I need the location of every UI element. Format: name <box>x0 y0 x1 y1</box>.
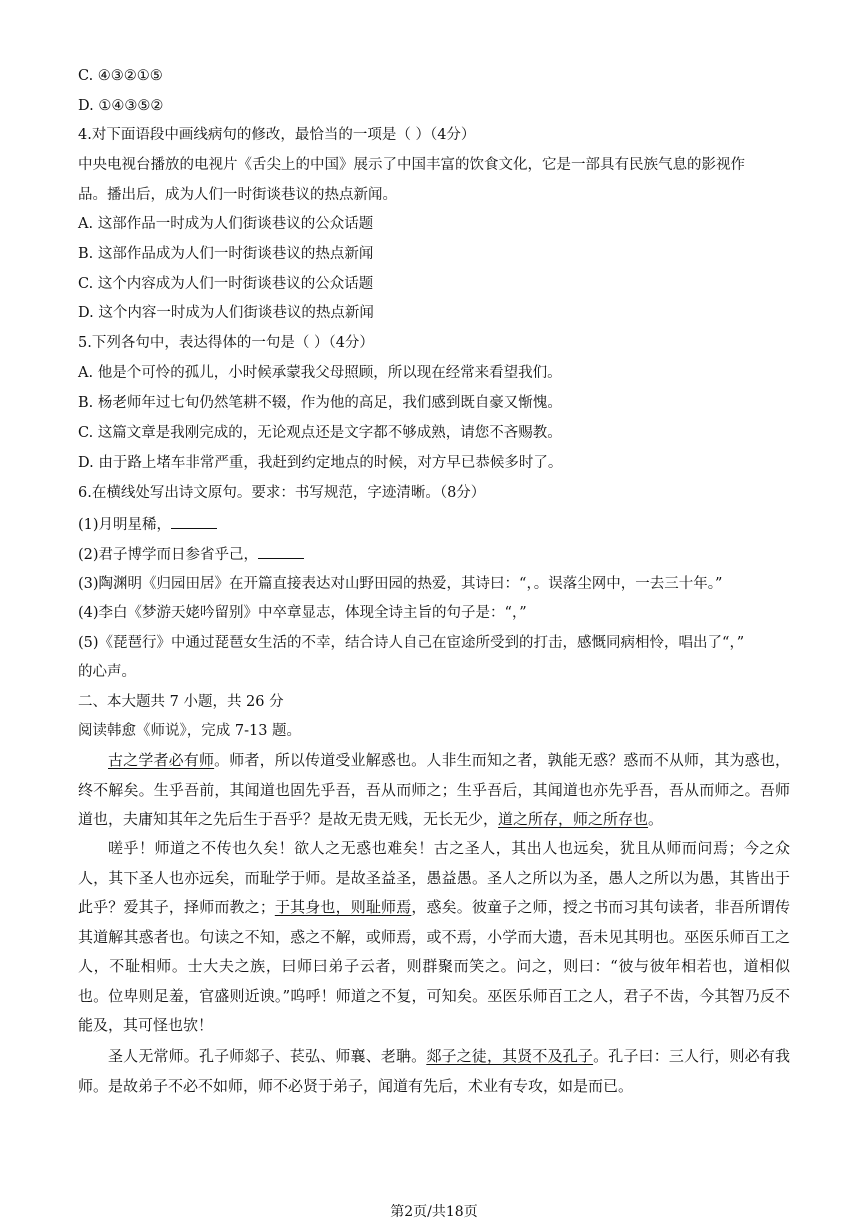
underlined-sentence: 郯子之徒，其贤不及孔子 <box>426 1047 594 1065</box>
option-5b: B. 杨老师年过七旬仍然笔耕不辍，作为他的高足，我们感到既自豪又惭愧。 <box>78 395 562 411</box>
option-4b: B. 这部作品成为人们一时街谈巷议的热点新闻 <box>78 246 374 262</box>
question-6-1-text: (1)月明星稀， <box>78 517 172 533</box>
section-2-heading: 二、本大题共 7 小题，共 26 分 <box>78 694 284 710</box>
question-6-3: (3)陶渊明《归园田居》在开篇直接表达对山野田园的热爱，其诗曰：“，。误落尘网中，一去三十年。” <box>78 576 723 592</box>
reading-intro: 阅读韩愈《师说》，完成 7-13 题。 <box>78 723 302 739</box>
question-4: 4.对下面语段中画线病句的修改，最恰当的一项是（ ）（4分） <box>78 127 476 143</box>
option-3c: C. ④③②①⑤ <box>78 68 163 84</box>
question-6-5: (5)《琵琶行》中通过琵琶女生活的不幸，结合诗人自己在宦途所受到的打击，感慨同病相怜，唱出了“，” <box>78 635 745 651</box>
answer-blank[interactable] <box>171 514 217 529</box>
passage-paragraph-1 <box>78 746 790 835</box>
question-6-4: (4)李白《梦游天姥吟留别》中卒章显志，体现全诗主旨的句子是：“，” <box>78 605 527 621</box>
question-6: 6.在横线处写出诗文原句。要求：书写规范，字迹清晰。（8分） <box>78 485 486 501</box>
option-5d: D. 由于路上堵车非常严重，我赶到约定地点的时候，对方早已恭候多时了。 <box>78 455 563 471</box>
page-number: 第2页/共18页 <box>390 1204 478 1220</box>
question-6-2 <box>78 544 304 565</box>
option-4a: A. 这部作品一时成为人们街谈巷议的公众话题 <box>78 216 374 232</box>
passage-text: ，惑矣。彼童子之师，授之书而习其句读者，非吾所谓传其道解其惑者也。句读之不知，惑之不解，或师焉，或不焉，小学而大遗，吾未见其明也。巫医乐师百工之人，不耻相师。士大夫之族，曰师曰弟子云者，则群聚而笑之。问之，则曰：“彼与彼年相若也，道相似也。位卑则足羞，官盛则近谀。”呜呼！师道之不复，可知矣。巫医乐师百工之人，君子不齿，今其智乃反不能及，其可怪也欤！ <box>78 898 790 1034</box>
underlined-sentence: 古之学者必有师 <box>108 751 215 769</box>
underlined-sentence: 于其身也，则耻师焉 <box>274 898 412 916</box>
passage-text: 。孔子曰：三人行，则必有我师。是故弟子不必不如师，师不必贤于弟子，闻道有先后，术业有专攻，如是而已。 <box>78 1047 790 1095</box>
question-6-5-end: 的心声。 <box>78 664 136 680</box>
passage-text: 圣人无常师。孔子师郯子、苌弘、师襄、老聃。 <box>108 1047 427 1065</box>
option-4c: C. 这个内容成为人们一时街谈巷议的公众话题 <box>78 276 374 292</box>
passage-text: 嗟乎！师道之不传也久矣！欲人之无惑也难矣！古之圣人，其出人也远矣，犹且从师而问焉；今之众人，其下圣人也亦远矣，而耻学于师。是故圣益圣，愚益愚。圣人之所以为圣，愚人之所以为愚，其皆出于此乎？爱其子，择师而教之； <box>78 839 790 916</box>
option-4d: D. 这个内容一时成为人们街谈巷议的热点新闻 <box>78 305 374 321</box>
question-6-1 <box>78 514 217 535</box>
option-3d: D. ①④③⑤② <box>78 98 164 114</box>
passage-text: 。师者，所以传道受业解惑也。人非生而知之者，孰能无惑？惑而不从师，其为惑也，终不解矣。生乎吾前，其闻道也固先乎吾，吾从而师之；生乎吾后，其闻道也亦先乎吾，吾从而师之。吾师道也，夫庸知其年之先后生于吾乎？是故无贵无贱，无长无少， <box>78 751 790 828</box>
option-5c: C. 这篇文章是我刚完成的，无论观点还是文字都不够成熟，请您不吝赐教。 <box>78 425 562 441</box>
passage-paragraph-2 <box>78 834 790 1041</box>
passage-text: 。 <box>648 810 664 828</box>
underlined-sentence: 道之所存，师之所存也 <box>498 810 649 828</box>
question-5: 5.下列各句中，表达得体的一句是（ ）（4分） <box>78 335 374 351</box>
question-6-2-text: (2)君子博学而日参省乎己， <box>78 547 259 563</box>
question-4-text-1: 中央电视台播放的电视片《舌尖上的中国》展示了中国丰富的饮食文化，它是一部具有民族气息的影视作 <box>78 157 745 173</box>
option-5a: A. 他是个可怜的孤儿，小时候承蒙我父母照顾，所以现在经常来看望我们。 <box>78 365 562 381</box>
answer-blank[interactable] <box>258 544 304 559</box>
question-4-text-2: 品。播出后，成为人们一时街谈巷议的热点新闻。 <box>78 187 397 203</box>
passage-paragraph-3 <box>78 1042 790 1101</box>
